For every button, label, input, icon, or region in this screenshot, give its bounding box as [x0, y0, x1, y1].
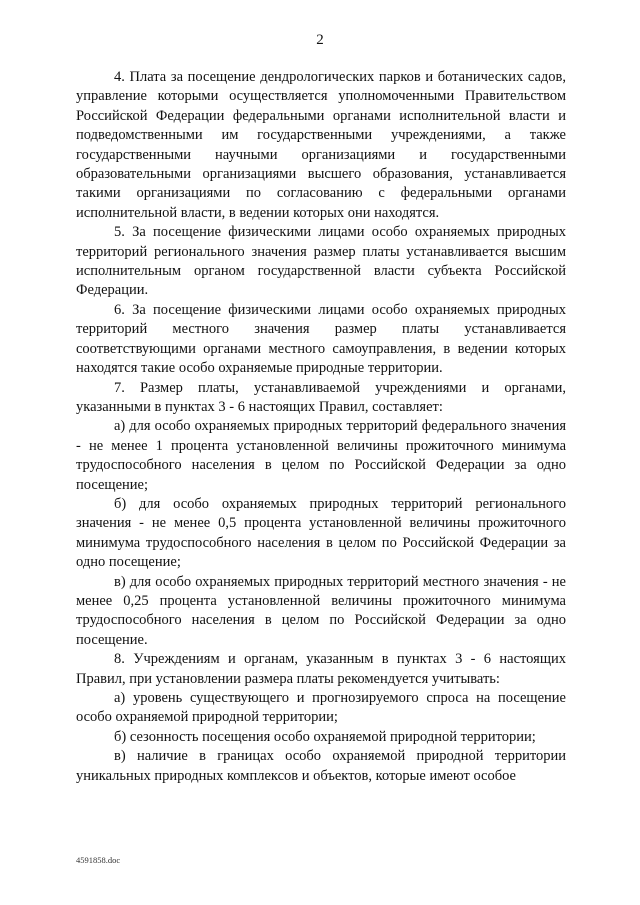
paragraph-7a: а) для особо охраняемых природных территорий федерального значения - не менее 1 процента установленной величины прожиточного минимума трудоспособного населения в целом по Российской Федерации за одно посещение; — [76, 418, 566, 493]
paragraph-8a: а) уровень существующего и прогнозируемого спроса на посещение особо охраняемой природной территории; — [76, 690, 566, 726]
paragraph-7: 7. Размер платы, устанавливаемой учреждениями и органами, указанными в пунктах 3 - 6 настоящих Правил, составляет: — [76, 379, 566, 415]
paragraph-4: 4. Плата за посещение дендрологических парков и ботанических садов, управление которыми осуществляется уполномоченными Правительством Российской Федерации федеральными органами исполнительной власти и подведомственными им государственными учреждениями, а также государственными научными организациями и государственными образовательными организациями высшего образования, устанавливается такими организациями по согласованию с федеральными органами исполнительной власти, в ведении которых они находятся. — [76, 69, 566, 221]
paragraph-8: 8. Учреждениям и органам, указанным в пунктах 3 - 6 настоящих Правил, при установлении размера платы рекомендуется учитывать: — [76, 651, 566, 687]
paragraph-5: 5. За посещение физическими лицами особо охраняемых природных территорий регионального значения размер платы устанавливается высшим исполнительным органом государственной власти субъекта Российской Федерации. — [76, 224, 566, 299]
paragraph-6: 6. За посещение физическими лицами особо охраняемых природных территорий местного значения размер платы устанавливается соответствующими органами местного самоуправления, в ведении которых находятся такие особо охраняемые природные территории. — [76, 301, 566, 377]
page-number: 2 — [316, 32, 324, 48]
paragraph-7b: б) для особо охраняемых природных территорий регионального значения - не менее 0,5 процента установленной величины прожиточного минимума трудоспособного населения в целом по Российской Федерации за одно посещение; — [76, 495, 566, 571]
document-file-code: 4591858.doc — [76, 855, 121, 865]
paragraph-8v: в) наличие в границах особо охраняемой природной территории уникальных природных комплексов и объектов, которые имеют особое — [76, 748, 566, 784]
paragraph-7v: в) для особо охраняемых природных территорий местного значения - не менее 0,25 процента установленной величины прожиточного минимума трудоспособного населения в целом по Российской Федерации за одно посещение. — [76, 573, 566, 648]
paragraph-8b: б) сезонность посещения особо охраняемой природной территории; — [114, 728, 536, 745]
document-body — [76, 68, 566, 786]
